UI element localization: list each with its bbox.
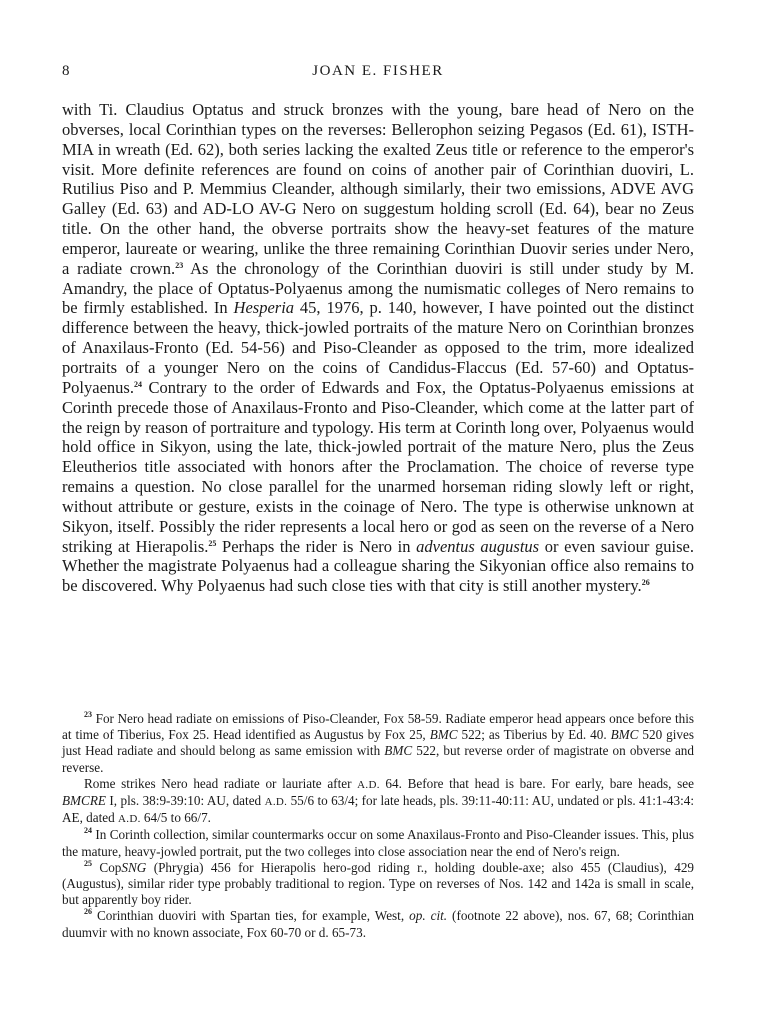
abbrev-bmc: BMC <box>429 727 458 743</box>
footnote-text-run: Rome strikes Nero head radiate or lauriate after <box>84 775 358 791</box>
footnote-text-run: I, pls. 38:9-39:10: AU, dated <box>105 793 265 809</box>
footnote-number: 23 <box>84 710 92 719</box>
body-text-run: with Ti. Claudius Optatus and struck bronzes with the young, bare head of Nero on the obverses, local Corinthian types on the reverses: Bellerophon seizing Pegasos (Ed. 61), ISTH-MIA in wreath (Ed. 62), both series lacking the exalted Zeus title or reference to the emperor's visit. More definite references are found on coins of another pair of Corinthian duoviri, L. Rutilius Piso and P. Memmius Cleander, although similarly, their two emissions, ADVE AVG Galley (Ed. 63) and AD-LO AV-G Nero on suggestum holding scroll (Ed. 64), bear no Zeus title. On the other hand, the obverse portraits show the heavy-set features of the mature emperor, laureate or wearing, unlike the three remaining Corinthian Duovir series under Nero, a radiate crown. <box>62 100 694 278</box>
body-text-run: or even saviour guise. Whether the magistrate Polyaenus had a colleague sharing the Sikyonian office also remains to be discovered. Why Polyaenus had such close ties with that city is still another mystery. <box>62 536 694 596</box>
footnotes <box>62 711 694 941</box>
page-header <box>62 63 694 85</box>
footnote-25 <box>62 860 694 909</box>
footnote-ref-24: 24 <box>133 379 142 389</box>
footnote-23-continued <box>62 776 694 828</box>
body-text-run: 45, 1976, p. 140, however, I have pointed out the distinct difference between the heavy, thick-jowled portraits of the mature Nero on Corinthian bronzes of Anaxilaus-Fronto (Ed. 54-56) and Piso-Cleander as opposed to the trim, more idealized portraits of a younger Nero on the coins of Candidus-Flaccus (Ed. 57-60) and Optatus-Polyaenus. <box>62 298 694 397</box>
journal-title: Hesperia <box>233 298 295 318</box>
footnote-24 <box>62 827 694 859</box>
footnote-26 <box>62 908 694 940</box>
body-text-run: Contrary to the order of Edwards and Fox, the Optatus-Polyaenus emissions at Corinth precede those of Anaxilaus-Fronto and Piso-Cleander, which come at the latter part of the reign by reason of portraiture and typology. His term at Corinth long over, Polyaenus would hold office in Sikyon, using the late, thick-jowled portrait of the mature Nero, plus the Zeus Eleutherios title associated with honors after the Proclamation. The choice of reverse type remains a question. No close parallel for the unarmed horseman riding slowly left or right, without attribute or gesture, exists in the coinage of Nero. The type is otherwise unknown at Sikyon, itself. Possibly the rider represents a local hero or god as seen on the reverse of a Nero striking at Hierapolis. <box>62 377 694 556</box>
page-number: 8 <box>62 63 70 79</box>
body-text <box>62 100 694 596</box>
footnote-number: 25 <box>84 858 92 868</box>
latin-phrase: adventus augustus <box>416 536 540 556</box>
footnote-text-run: Corinthian duoviri with Spartan ties, for example, West, <box>92 908 410 924</box>
body-text-run: Perhaps the rider is Nero in <box>216 536 417 556</box>
footnote-text-run: (Phrygia) 456 for Hierapolis hero-god riding r., holding double-axe; also 455 (Claudius), 429 (Augustus), similar rider type probably traditional to region. Type on reverses of Nos. 142 and 142a is small in scale, but apparently boy rider. <box>62 859 695 908</box>
footnote-number: 26 <box>84 907 92 917</box>
footnote-number: 24 <box>84 826 92 836</box>
footnote-ref-26: 26 <box>641 578 650 588</box>
abbrev-bmc: BMC <box>384 743 413 759</box>
footnote-text-run: (footnote 22 above), nos. 67, 68; Corinthian duumvir with no known associate, Fox 60-70 or d. 65-73. <box>62 908 695 940</box>
footnote-text-run: 520 gives just Head radiate and should belong as same emission with <box>62 727 694 759</box>
abbrev-bmcre: BMCRE <box>62 793 106 809</box>
abbrev-sng: SNG <box>121 859 147 875</box>
era-abbrev: A.D. <box>357 778 380 791</box>
era-abbrev: A.D. <box>118 813 141 826</box>
footnote-ref-25: 25 <box>208 538 217 548</box>
footnote-text-run: 522, but reverse order of magistrate on obverse and reverse. <box>62 743 694 775</box>
abbrev-op-cit: op. cit. <box>409 908 448 924</box>
footnote-text-run: 64. Before that head is bare. For early, bare heads, see <box>379 775 694 791</box>
footnote-ref-23: 23 <box>175 260 184 270</box>
abbrev-bmc: BMC <box>610 727 639 743</box>
footnote-text-run: For Nero head radiate on emissions of Piso-Cleander, Fox 58-59. Radiate emperor head appears once before this at time of Tiberius, Fox 25. Head identified as Augustus by Fox 25, <box>62 711 694 743</box>
footnote-text-run: 55/6 to 63/4; for late heads, pls. 39:11-40:11: AU, undated or pls. 41:1-43:4: AE, dated <box>62 793 694 826</box>
body-paragraph <box>62 100 694 596</box>
footnote-text-run: 64/5 to 66/7. <box>140 810 211 826</box>
footnote-text-run: 522; as Tiberius by Ed. 40. <box>457 727 611 743</box>
body-text-run: As the chronology of the Corinthian duoviri is still under study by M. Amandry, the place of Optatus-Polyaenus among the numismatic colleges of Nero remains to be firmly established. In <box>62 258 694 318</box>
running-head: JOAN E. FISHER <box>312 63 444 79</box>
era-abbrev: A.D. <box>264 796 288 809</box>
footnote-23 <box>62 711 694 776</box>
footnote-text-run: Cop <box>92 859 122 875</box>
footnote-text-run: In Corinth collection, similar countermarks occur on some Anaxilaus-Fronto and Piso-Cleander issues. This, plus the mature, heavy-jowled portrait, put the two colleges into close association near the end of Nero's reign. <box>62 827 694 859</box>
